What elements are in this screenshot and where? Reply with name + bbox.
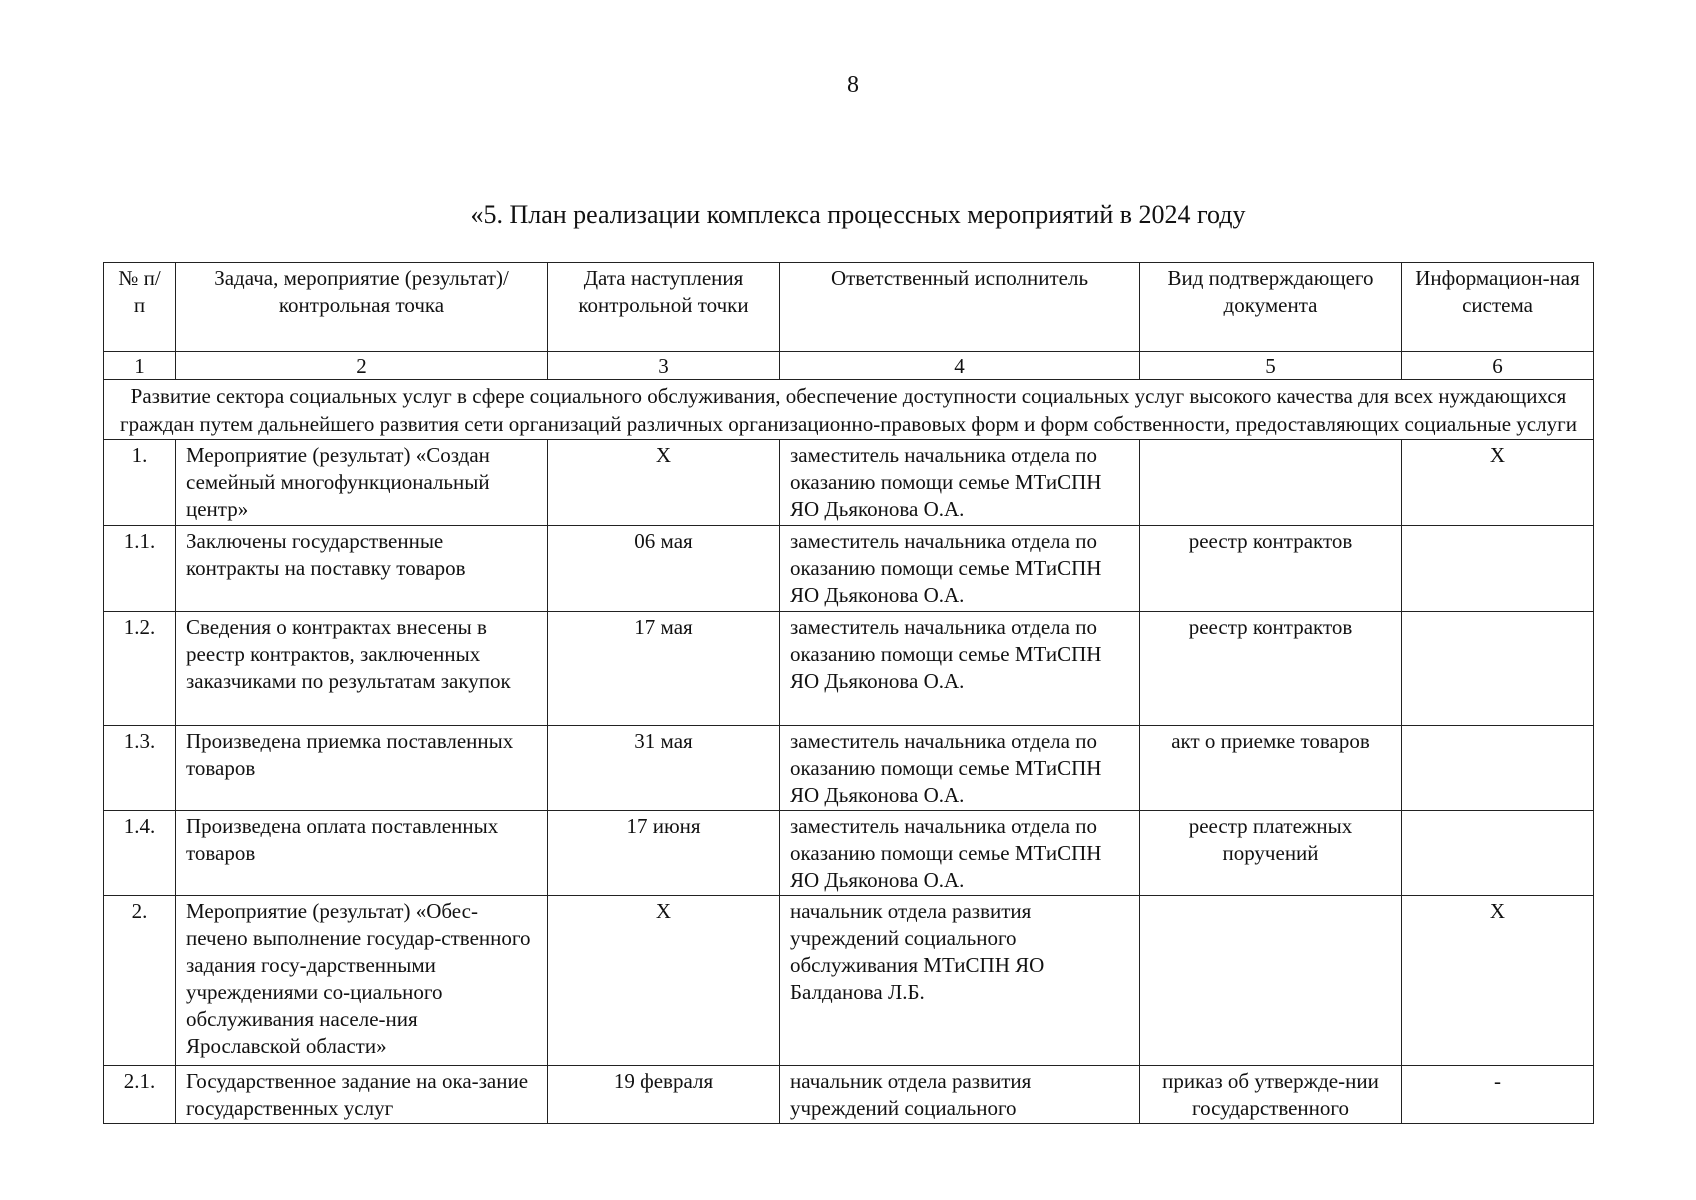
row-system	[1402, 612, 1594, 726]
row-document: реестр контрактов	[1140, 612, 1402, 726]
row-system: X	[1402, 896, 1594, 1066]
table-row	[104, 896, 1594, 1066]
row-task: Мероприятие (результат) «Создан семейный многофункциональный центр»	[176, 440, 548, 526]
header-document: Вид подтверждающего документа	[1140, 263, 1402, 352]
row-num: 1.4.	[104, 811, 176, 896]
row-num: 1.2.	[104, 612, 176, 726]
row-task: Мероприятие (результат) «Обес-печено выполнение государ-ственного задания госу-дарственными учреждениями со-циального обслуживания населе-ния Ярославской области»	[176, 896, 548, 1066]
row-document	[1140, 440, 1402, 526]
row-system: X	[1402, 440, 1594, 526]
table-row	[104, 440, 1594, 526]
row-responsible: начальник отдела развития учреждений социального	[780, 1066, 1140, 1124]
section-title: Развитие сектора социальных услуг в сфере социального обслуживания, обеспечение доступности социальных услуг высокого качества для всех нуждающихся граждан путем дальнейшего развития сети организаций различных организационно-правовых форм и форм собственности, предоставляющих социальные услуги	[104, 380, 1594, 440]
column-number: 1	[104, 352, 176, 380]
row-responsible: начальник отдела развития учреждений социального обслуживания МТиСПН ЯО Балданова Л.Б.	[780, 896, 1140, 1066]
row-responsible: заместитель начальника отдела по оказанию помощи семье МТиСПН ЯО Дьяконова О.А.	[780, 440, 1140, 526]
row-responsible: заместитель начальника отдела по оказанию помощи семье МТиСПН ЯО Дьяконова О.А.	[780, 811, 1140, 896]
table-row	[104, 1066, 1594, 1124]
table-row	[104, 726, 1594, 811]
row-system: -	[1402, 1066, 1594, 1124]
column-number: 3	[548, 352, 780, 380]
row-num: 2.1.	[104, 1066, 176, 1124]
row-system	[1402, 526, 1594, 612]
column-numbers-row	[104, 352, 1594, 380]
row-date: 17 июня	[548, 811, 780, 896]
section-row	[104, 380, 1594, 440]
header-date: Дата наступления контрольной точки	[548, 263, 780, 352]
row-task: Государственное задание на ока-зание государственных услуг	[176, 1066, 548, 1124]
row-task: Сведения о контрактах внесены в реестр контрактов, заключенных заказчиками по результатам закупок	[176, 612, 548, 726]
row-responsible: заместитель начальника отдела по оказанию помощи семье МТиСПН ЯО Дьяконова О.А.	[780, 612, 1140, 726]
row-task: Произведена оплата поставленных товаров	[176, 811, 548, 896]
column-number: 5	[1140, 352, 1402, 380]
row-num: 1.3.	[104, 726, 176, 811]
row-date: 17 мая	[548, 612, 780, 726]
row-document: приказ об утвержде-нии государственного	[1140, 1066, 1402, 1124]
document-title: «5. План реализации комплекса процессных мероприятий в 2024 году	[470, 200, 1246, 229]
row-document: акт о приемке товаров	[1140, 726, 1402, 811]
row-date: X	[548, 896, 780, 1066]
row-num: 2.	[104, 896, 176, 1066]
row-date: 31 мая	[548, 726, 780, 811]
page-number: 8	[847, 72, 859, 98]
header-system: Информацион-ная система	[1402, 263, 1594, 352]
header-row	[104, 263, 1594, 352]
row-system	[1402, 726, 1594, 811]
table-row	[104, 612, 1594, 726]
row-date: 19 февраля	[548, 1066, 780, 1124]
row-num: 1.1.	[104, 526, 176, 612]
row-date: X	[548, 440, 780, 526]
table-row	[104, 811, 1594, 896]
row-document	[1140, 896, 1402, 1066]
column-number: 2	[176, 352, 548, 380]
column-number: 6	[1402, 352, 1594, 380]
row-responsible: заместитель начальника отдела по оказанию помощи семье МТиСПН ЯО Дьяконова О.А.	[780, 726, 1140, 811]
row-document: реестр контрактов	[1140, 526, 1402, 612]
table-row	[104, 526, 1594, 612]
header-task: Задача, мероприятие (результат)/ контрольная точка	[176, 263, 548, 352]
header-responsible: Ответственный исполнитель	[780, 263, 1140, 352]
row-date: 06 мая	[548, 526, 780, 612]
row-document: реестр платежных поручений	[1140, 811, 1402, 896]
header-num: № п/п	[104, 263, 176, 352]
plan-table	[103, 262, 1594, 1124]
row-task: Произведена приемка поставленных товаров	[176, 726, 548, 811]
column-number: 4	[780, 352, 1140, 380]
row-num: 1.	[104, 440, 176, 526]
row-responsible: заместитель начальника отдела по оказанию помощи семье МТиСПН ЯО Дьяконова О.А.	[780, 526, 1140, 612]
row-task: Заключены государственные контракты на поставку товаров	[176, 526, 548, 612]
row-system	[1402, 811, 1594, 896]
